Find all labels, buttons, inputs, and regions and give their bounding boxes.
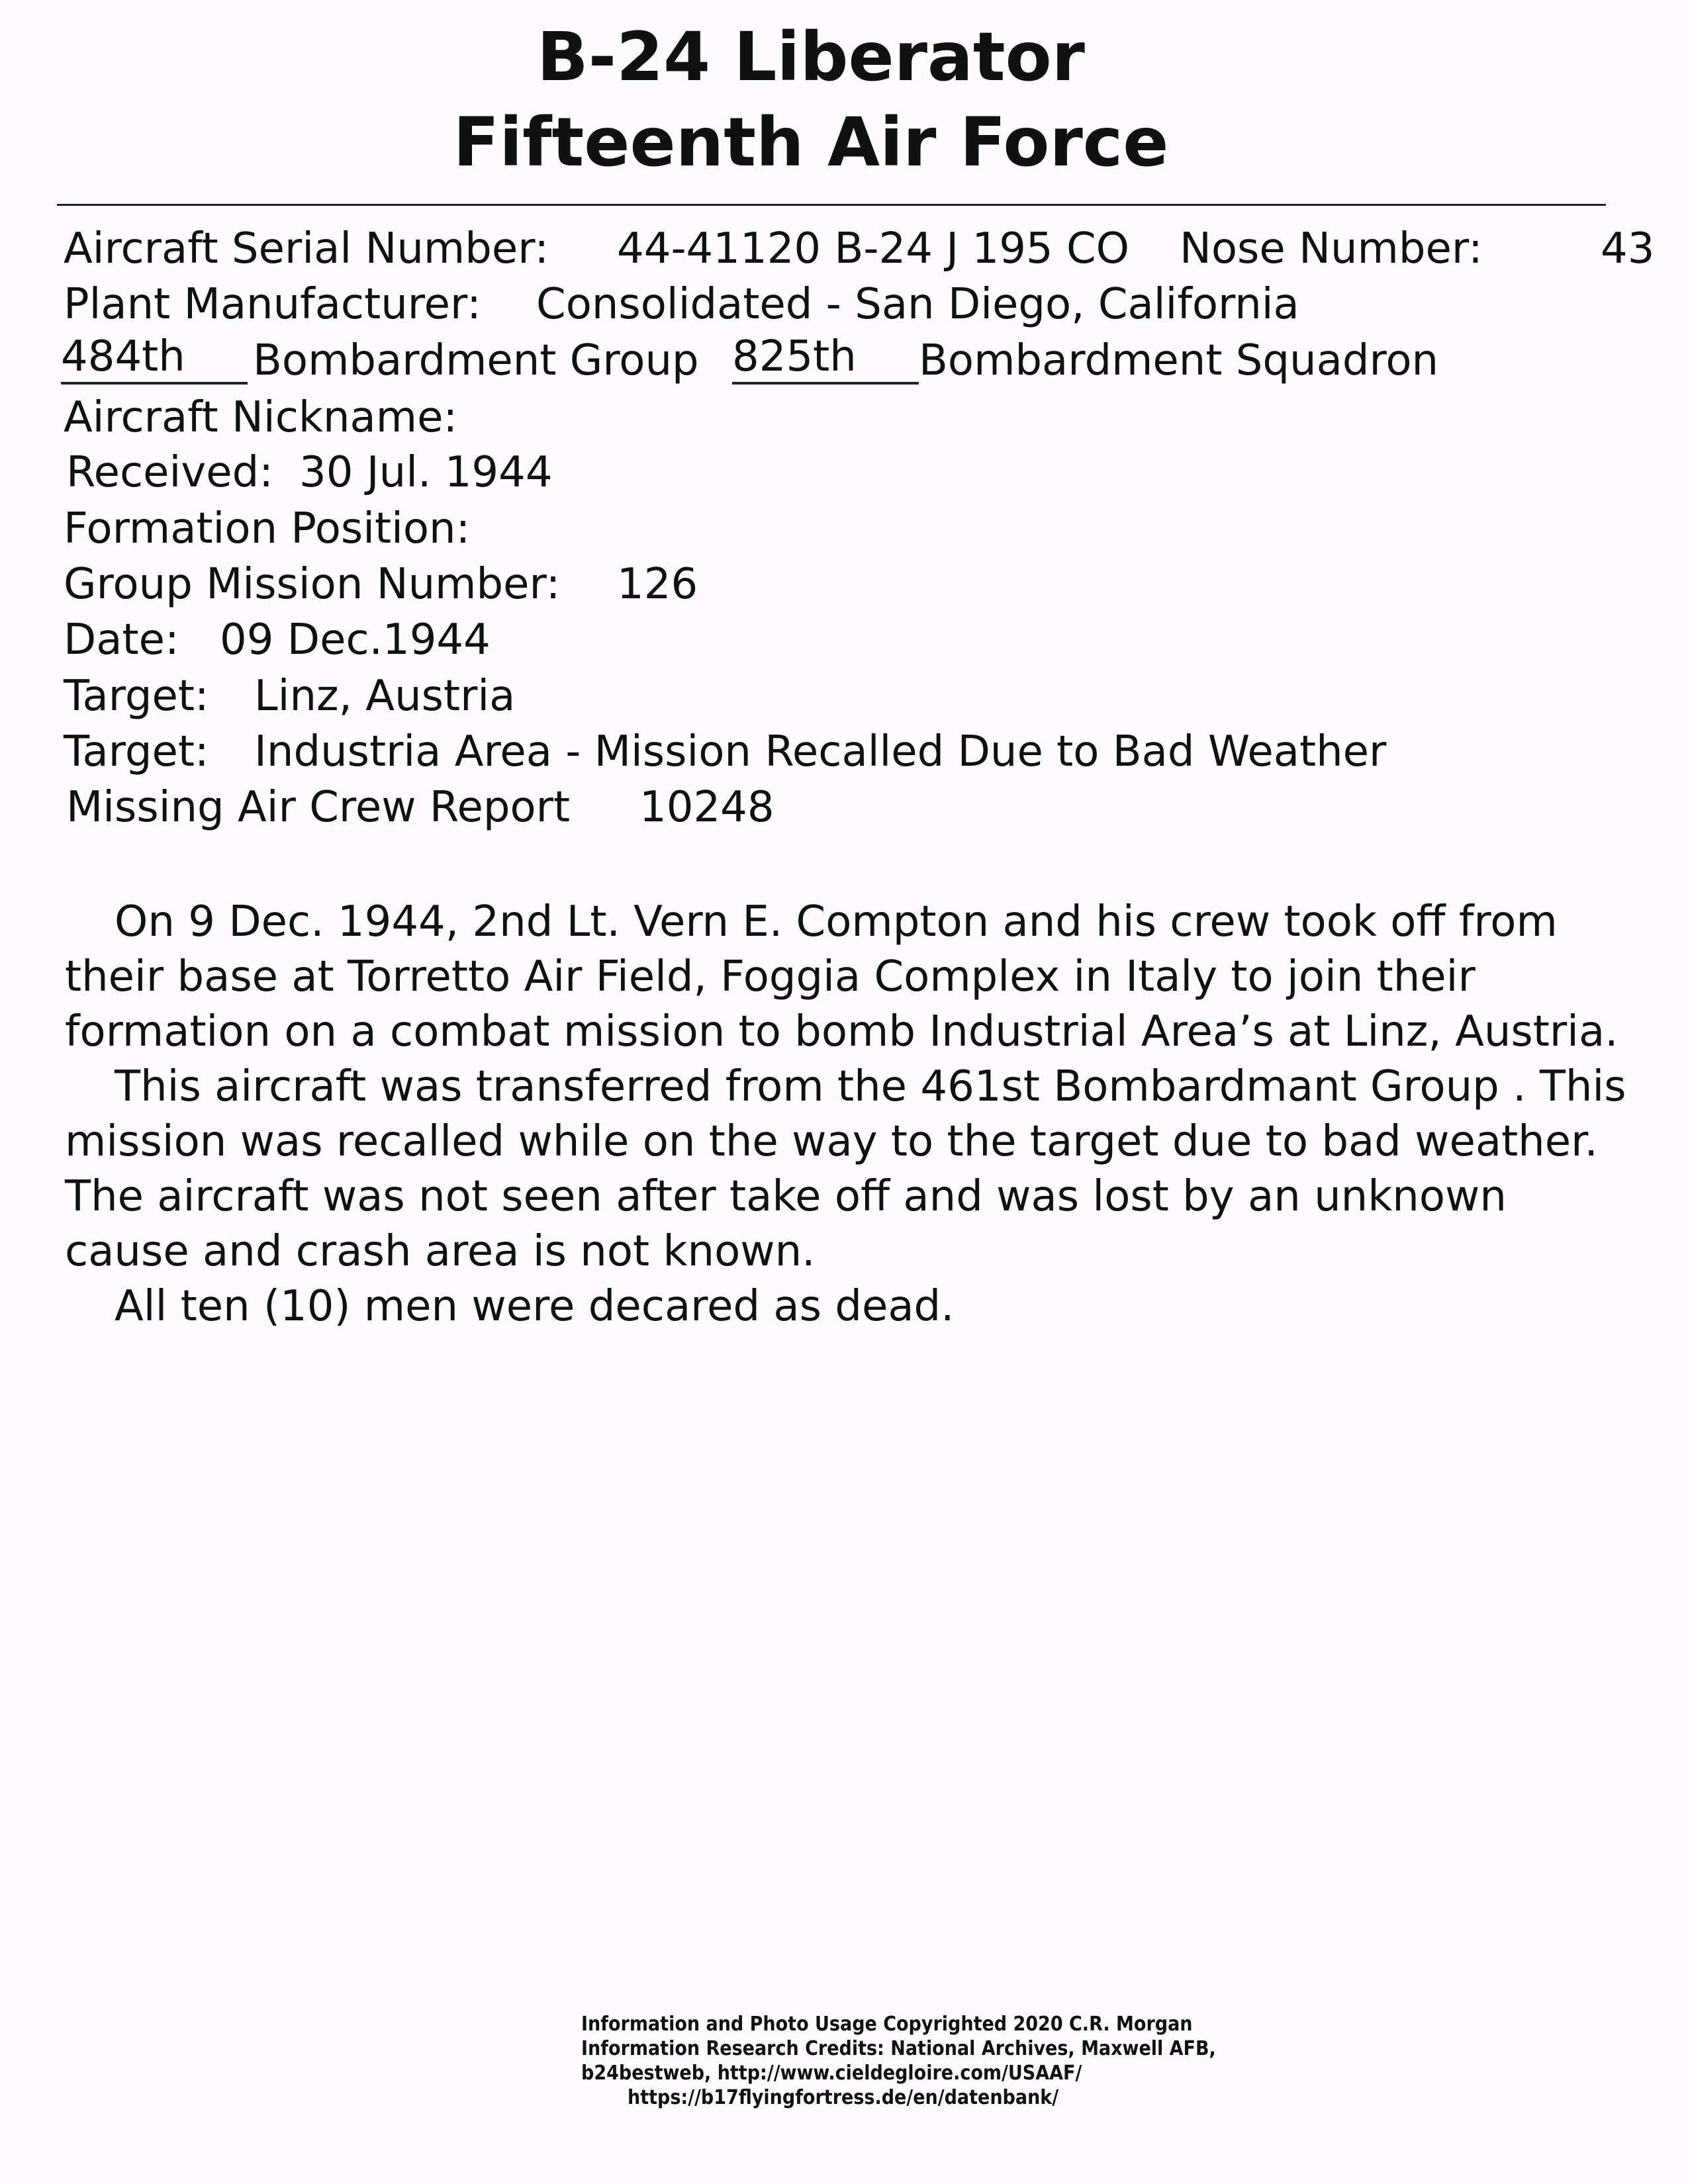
target-label: Target:	[64, 672, 209, 721]
macr-value: 10248	[639, 783, 774, 832]
narrative-paragraph-1: On 9 Dec. 1944, 2nd Lt. Vern E. Compton and his crew took off from their base at Torretto Air Field, Foggia Complex in Italy to join their formation on a combat mission to bomb Industrial Area’s at Linz, Austria.	[65, 897, 1618, 1056]
credits-footer	[581, 2012, 1216, 2110]
plant-label: Plant Manufacturer:	[64, 280, 481, 329]
group-label: Bombardment Group	[253, 336, 699, 385]
group-number: 484th	[61, 334, 248, 385]
macr-label: Missing Air Crew Report	[66, 783, 571, 832]
credits-sources-line: b24bestweb, http://www.cieldegloire.com/USAAF/	[581, 2062, 1082, 2085]
target-value: Linz, Austria	[254, 672, 516, 721]
narrative	[65, 895, 1634, 1334]
target-detail-value: Industria Area - Mission Recalled Due to Bad Weather	[254, 727, 1387, 776]
received-value: 30 Jul. 1944	[299, 448, 553, 497]
mission-number-value: 126	[617, 560, 698, 609]
date-value: 09 Dec.1944	[220, 615, 491, 664]
credits-url-line: https://b17flyingfortress.de/en/datenbank/	[628, 2086, 1059, 2109]
squadron-number: 825th	[732, 334, 919, 385]
nickname-label: Aircraft Nickname:	[64, 393, 457, 442]
header-divider	[57, 204, 1606, 206]
document-subtitle: Fifteenth Air Force	[453, 103, 1169, 182]
narrative-paragraph-2: This aircraft was transferred from the 461st Bombardmant Group . This mission was recalled while on the way to the target due to bad weather. The aircraft was not seen after take off and was lost by an unknown cause and crash area is not known.	[65, 1062, 1626, 1276]
date-label: Date:	[64, 615, 179, 664]
credits-line: Information Research Credits: National Archives, Maxwell AFB,	[581, 2037, 1216, 2060]
nose-number-label: Nose Number:	[1180, 224, 1483, 273]
copyright-line: Information and Photo Usage Copyrighted 2020 C.R. Morgan	[581, 2013, 1193, 2036]
serial-label: Aircraft Serial Number:	[64, 224, 549, 273]
plant-value: Consolidated - San Diego, California	[536, 280, 1299, 329]
mission-number-label: Group Mission Number:	[64, 560, 561, 609]
document-title: B-24 Liberator	[537, 18, 1085, 97]
narrative-paragraph-3: All ten (10) men were decared as dead.	[115, 1282, 955, 1331]
formation-label: Formation Position:	[64, 504, 471, 553]
serial-value: 44-41120 B-24 J 195 CO	[617, 224, 1130, 273]
squadron-label: Bombardment Squadron	[919, 336, 1439, 385]
target-label-2: Target:	[64, 727, 209, 776]
received-label: Received:	[66, 448, 273, 497]
nose-number-value: 43	[1601, 224, 1655, 273]
